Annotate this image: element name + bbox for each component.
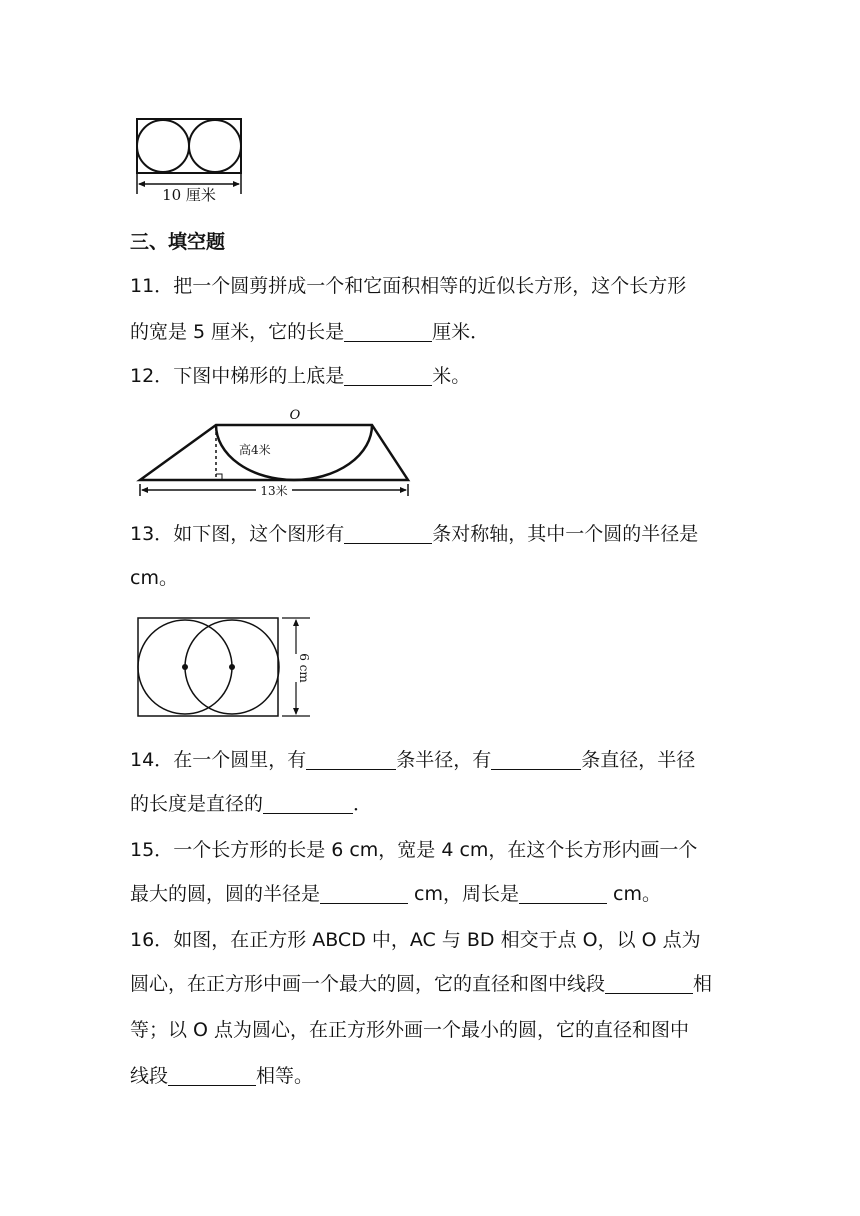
width-label: 10 厘米: [162, 186, 216, 204]
section-title: 三、填空题: [130, 231, 226, 253]
two-circles-rectangle-figure: [132, 114, 248, 206]
height-label: 高4米: [239, 443, 271, 457]
question-14-line-1: 14．在一个圆里，有 条半径，有 条直径，半径: [130, 749, 696, 771]
answer-blank[interactable]: [306, 749, 396, 770]
question-11-line-1: 11．把一个圆剪拼成一个和它面积相等的近似长方形，这个长方形: [130, 275, 687, 297]
question-16-line-2: 圆心，在正方形中画一个最大的圆，它的直径和图中线段 相: [130, 973, 713, 995]
answer-blank[interactable]: [344, 321, 432, 342]
answer-blank[interactable]: [168, 1065, 256, 1086]
left-circle: [137, 120, 189, 172]
answer-blank[interactable]: [491, 749, 581, 770]
left-center-dot: [182, 664, 188, 670]
rectangle-shape: [138, 618, 278, 716]
answer-blank[interactable]: [263, 793, 353, 814]
question-13-line-2: cm。: [130, 567, 178, 589]
center-o-label: O: [289, 408, 301, 423]
question-number: 12．: [130, 365, 174, 387]
question-number: 14．: [130, 749, 174, 771]
question-13-line-1: 13．如下图，这个图形有 条对称轴，其中一个圆的半径是: [130, 523, 699, 545]
height-label: 6 cm: [297, 653, 311, 683]
trapezoid-semicircle-figure: [132, 404, 418, 502]
answer-blank[interactable]: [605, 973, 693, 994]
answer-blank[interactable]: [320, 883, 408, 904]
right-circle: [189, 120, 241, 172]
trapezoid-shape: [140, 425, 408, 480]
question-number: 16．: [130, 929, 174, 951]
question-16-line-1: 16．如图，在正方形 ABCD 中，AC 与 BD 相交于点 O，以 O 点为: [130, 929, 701, 951]
question-number: 13．: [130, 523, 174, 545]
answer-blank[interactable]: [344, 523, 432, 544]
answer-blank[interactable]: [344, 365, 432, 386]
question-15-line-2: 最大的圆，圆的半径是 cm，周长是 cm。: [130, 883, 662, 905]
question-15-line-1: 15．一个长方形的长是 6 cm，宽是 4 cm，在这个长方形内画一个: [130, 839, 698, 861]
question-14-line-2: 的长度是直径的 ．: [130, 793, 373, 815]
question-number: 15．: [130, 839, 174, 861]
question-11-line-2: 的宽是 5 厘米，它的长是 厘米．: [130, 321, 490, 343]
base-label: 13米: [260, 484, 288, 498]
question-number: 11．: [130, 275, 174, 297]
answer-blank[interactable]: [519, 883, 607, 904]
overlapping-circles-figure: [132, 614, 318, 722]
question-16-line-4: 线段 相等。: [130, 1065, 314, 1087]
right-center-dot: [229, 664, 235, 670]
question-12-line-1: 12．下图中梯形的上底是 米。: [130, 365, 471, 387]
question-16-line-3: 等；以 O 点为圆心，在正方形外画一个最小的圆，它的直径和图中: [130, 1019, 690, 1041]
